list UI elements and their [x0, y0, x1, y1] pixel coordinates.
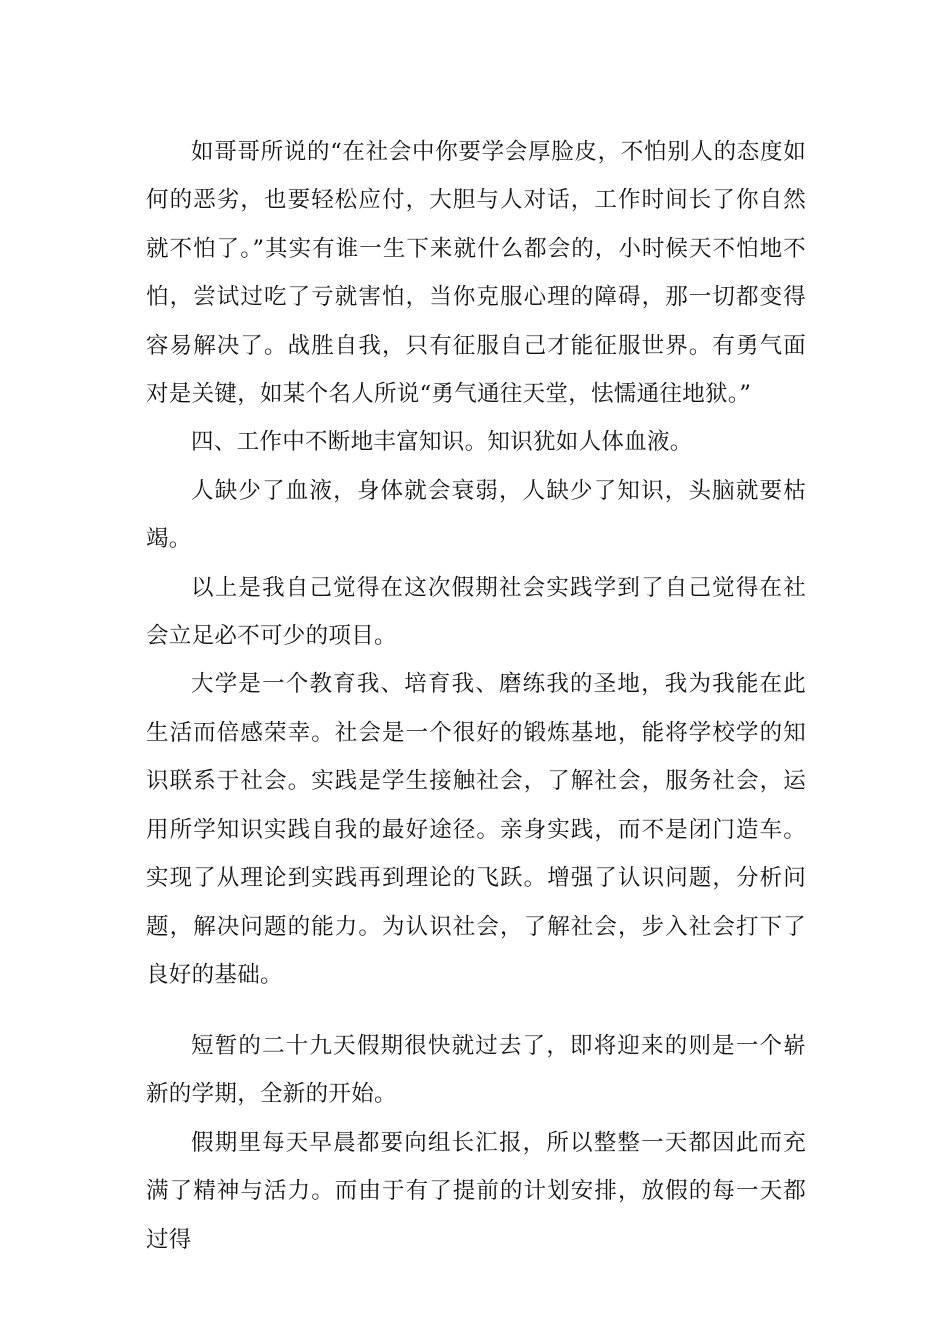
paragraph-point-four: 四、工作中不断地丰富知识。知识犹如人体血液。 [191, 429, 693, 456]
paragraph-summary: 以上是我自己觉得在这次假期社会实践学到了自己觉得在社会立足必不可少的项目。 [146, 574, 806, 650]
document-section-1 [146, 128, 806, 999]
paragraph-knowledge: 人缺少了血液，身体就会衰弱，人缺少了知识，头脑就要枯竭。 [146, 477, 806, 553]
paragraph-daily-report: 假期里每天早晨都要向组长汇报，所以整整一天都因此而充满了精神与活力。而由于有了提前的计划安排，放假的每一天都过得 [146, 1129, 806, 1253]
paragraph-holiday-intro: 短暂的二十九天假期很快就过去了，即将迎来的则是一个崭新的学期，全新的开始。 [146, 1033, 806, 1108]
paragraph-courage: 如哥哥所说的“在社会中你要学会厚脸皮，不怕别人的态度如何的恶劣，也要轻松应付，大胆与人对话，工作时间长了你自然就不怕了。”其实有谁一生下来就什么都会的，小时候天不怕地不怕，尝试过吃了亏就害怕，当你克服心理的障碍，那一切都变得容易解决了。战胜自我，只有征服自己才能征服世界。有勇气面对是关键，如某个名人所说“勇气通往天堂，怯懦通往地狱。” [146, 139, 806, 408]
paragraph-university: 大学是一个教育我、培育我、磨练我的圣地，我为我能在此生活而倍感荣幸。社会是一个很好的锻炼基地，能将学校学的知识联系于社会。实践是学生接触社会，了解社会，服务社会，运用所学知识实践自我的最好途径。亲身实践，而不是闭门造车。实现了从理论到实践再到理论的飞跃。增强了认识问题，分析问题，解决问题的能力。为认识社会，了解社会，步入社会打下了良好的基础。 [146, 671, 806, 988]
document-section-2 [146, 1022, 806, 1264]
